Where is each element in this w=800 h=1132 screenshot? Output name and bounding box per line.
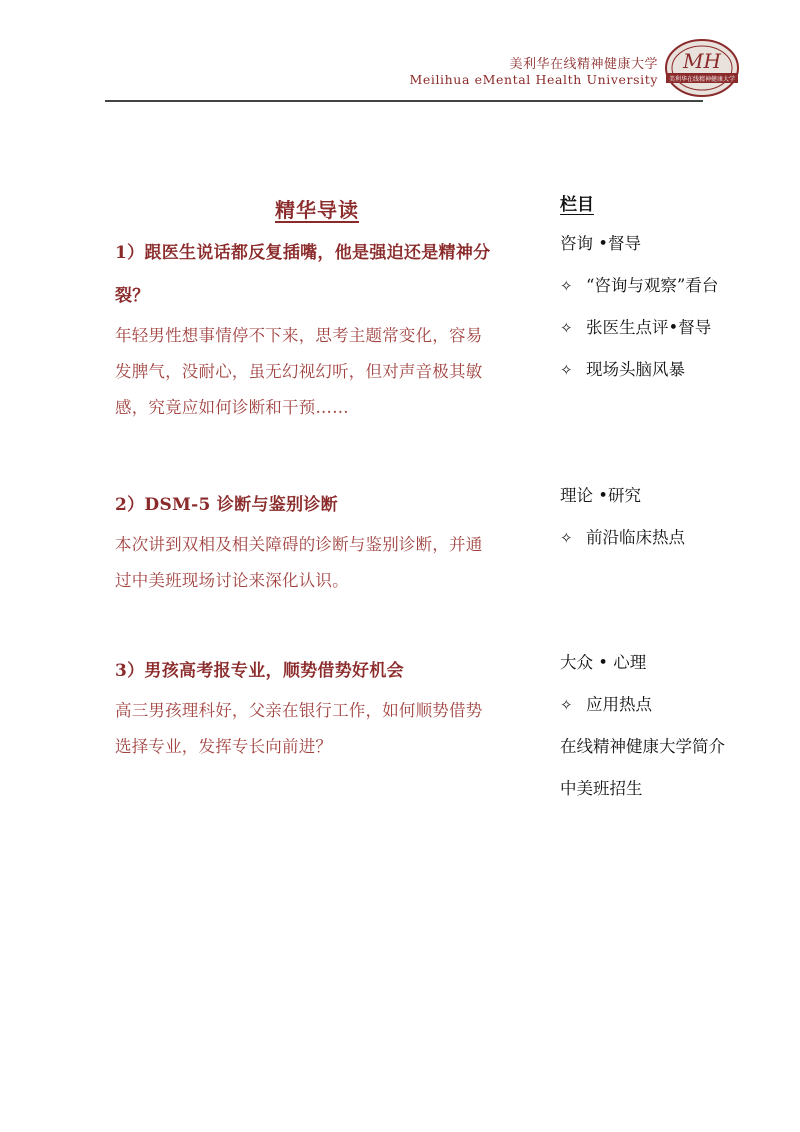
article-1-body-line2: 发脾气，没耐心，虽无幻视幻听，但对声音极其敏 [115,362,483,381]
article-3-body-line1: 高三男孩理科好，父亲在银行工作，如何顺势借势 [115,701,483,720]
header-university-name-en: Meilihua eMental Health University [409,72,658,87]
columns-group-1 [560,223,780,391]
article-1-body-line1: 年轻男性想事情停不下来，思考主题常变化，容易 [115,326,483,345]
star-bullet-icon: ✧ [560,529,573,547]
group-2-title: 理论 •研究 [560,486,641,505]
svg-text:美利华在线精神健康大学: 美利华在线精神健康大学 [668,76,736,83]
group-1-item-1: ✧ “咨询与观察”看台 [560,265,780,307]
article-3-title: 3）男孩高考报专业，顺势借势好机会 [115,661,404,681]
columns-heading: 栏目 [560,195,594,215]
university-logo [662,38,742,98]
columns-group-2 [560,475,780,559]
article-2-body-line1: 本次讲到双相及相关障碍的诊断与鉴别诊断，并通 [115,535,483,554]
star-bullet-icon: ✧ [560,319,573,337]
article-2 [115,484,535,599]
star-bullet-icon: ✧ [560,277,573,295]
group-2-item-1: ✧ 前沿临床热点 [560,517,780,559]
article-1-body-line3: 感，究竟应如何诊断和干预…… [115,398,349,417]
star-bullet-icon: ✧ [560,696,573,714]
star-bullet-icon: ✧ [560,361,573,379]
article-2-body-line2: 过中美班现场讨论来深化认识。 [115,571,349,590]
group-1-item-2: ✧ 张医生点评•督导 [560,307,780,349]
group-1-title: 咨询 •督导 [560,234,641,253]
group-1-item-3: ✧ 现场头脑风暴 [560,349,780,391]
article-3 [115,650,535,765]
group-3-extra-1: 在线精神健康大学简介 [560,737,725,756]
article-1-title-line1: 1）跟医生说话都反复插嘴，他是强迫还是精神分 [115,243,491,263]
svg-text:MH: MH [683,49,721,73]
header-university-name-cn: 美利华在线精神健康大学 [509,57,658,72]
header-divider [105,100,703,102]
article-2-title: 2）DSM-5 诊断与鉴别诊断 [115,495,338,515]
group-3-item-1: ✧ 应用热点 [560,684,780,726]
group-3-title: 大众 • 心理 [560,653,647,672]
article-1 [115,232,535,426]
columns-group-3 [560,642,780,810]
group-3-extra-2: 中美班招生 [560,779,643,798]
digest-title: 精华导读 [275,198,359,222]
article-3-body-line2: 选择专业，发挥专长向前进？ [115,737,333,756]
article-1-title-line2: 裂？ [115,286,150,306]
